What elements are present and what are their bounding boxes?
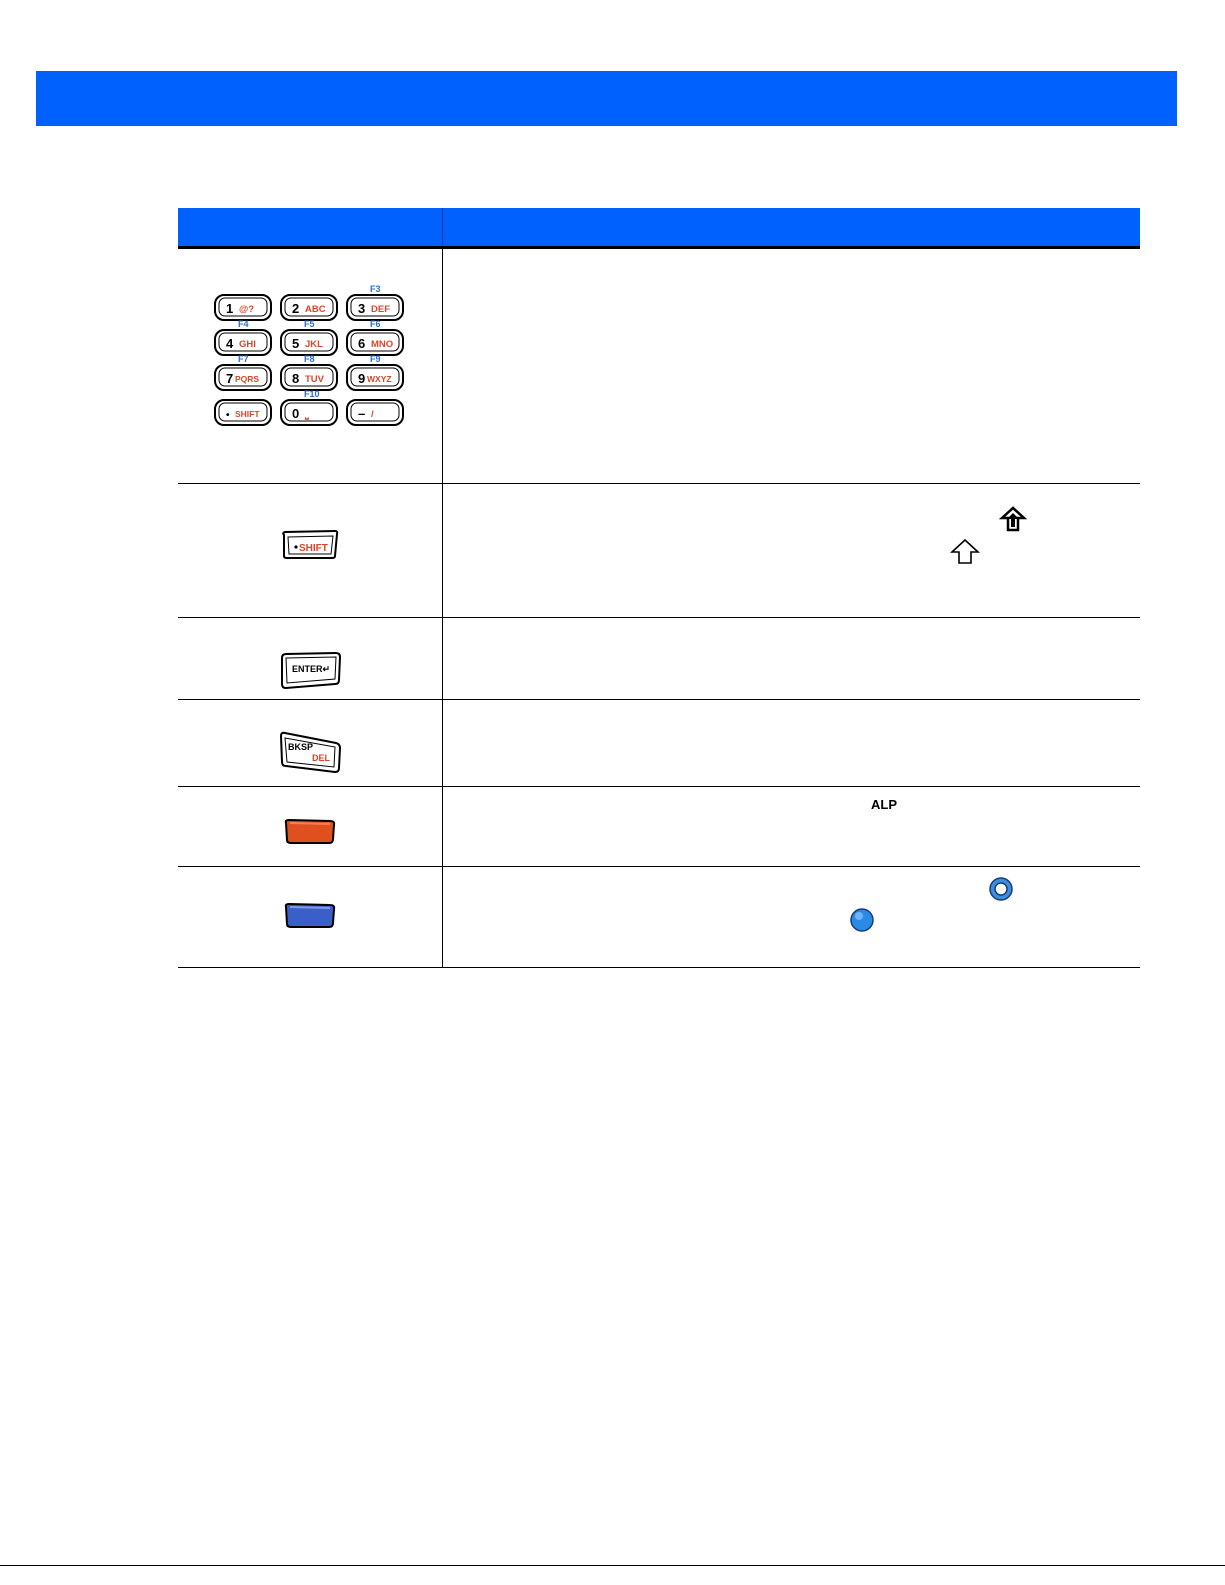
keypad-key-function-label: F6 — [370, 319, 381, 329]
function-indicators — [443, 867, 1140, 967]
keypad-key-function-label: F10 — [304, 389, 320, 399]
keypad-key-letters: @? — [239, 304, 255, 315]
keypad-key-12 — [347, 400, 403, 425]
keypad-key-letters: ⎵ — [305, 409, 309, 420]
function-locked-icon — [990, 878, 1012, 900]
keypad-key-number: – — [358, 406, 366, 421]
keypad-key-9 — [347, 354, 403, 390]
keypad-key-letters: ABC — [305, 304, 326, 315]
header-bar — [36, 71, 1177, 126]
description-cell — [443, 484, 1140, 617]
shift-indicators — [443, 484, 1140, 617]
function-on-icon — [851, 909, 873, 931]
keypad-key-function-label: F7 — [238, 354, 249, 364]
table-row-bksp — [178, 700, 1140, 787]
bksp-key-label: BKSP — [288, 742, 314, 752]
keypad-key-10 — [215, 400, 271, 425]
keypad-key-2 — [281, 295, 337, 320]
keypad-key-5 — [281, 319, 337, 355]
description-cell — [443, 618, 1140, 699]
keypad-key-letters: SHIFT — [235, 409, 260, 419]
key-cell — [178, 249, 443, 483]
orange-key-icon — [178, 787, 442, 866]
keypad-key-letters: PQRS — [235, 374, 260, 384]
keypad-key-4 — [215, 319, 271, 355]
key-cell — [178, 484, 443, 617]
table-row-keypad — [178, 249, 1140, 484]
shift-on-icon — [952, 540, 978, 563]
keypad-key-letters: / — [371, 409, 374, 420]
shift-locked-icon — [1002, 508, 1024, 530]
keypad-key-number: 9 — [358, 371, 366, 386]
keypad-key-letters: DEF — [371, 304, 390, 315]
keypad-key-function-label: F9 — [370, 354, 381, 364]
table-header — [178, 208, 1140, 249]
table-row-enter — [178, 618, 1140, 700]
del-key-label: DEL — [312, 753, 330, 763]
keypad-key-function-label: F3 — [370, 284, 381, 294]
keypad-key-7 — [215, 354, 271, 390]
description-cell — [443, 249, 1140, 483]
alp-indicator-label: ALP — [871, 797, 897, 812]
keypad-key-number: 2 — [292, 301, 300, 316]
keypad-key-number: • — [226, 410, 230, 421]
shift-key-label: SHIFT — [299, 543, 328, 554]
keypad-key-function-label: F4 — [238, 319, 249, 329]
keypad-key-number: 5 — [292, 336, 300, 351]
key-cell — [178, 867, 443, 967]
key-cell — [178, 618, 443, 699]
description-cell — [443, 700, 1140, 786]
blue-key-icon — [178, 867, 442, 967]
keypad-key-8 — [281, 354, 337, 390]
header-column-divider — [442, 208, 443, 246]
table-row-shift — [178, 484, 1140, 618]
description-cell — [443, 867, 1140, 967]
shift-key-icon — [178, 484, 442, 617]
keypad-key-letters: GHI — [239, 339, 256, 350]
keypad-key-letters: JKL — [305, 339, 323, 350]
keypad-key-6 — [347, 319, 403, 355]
keypad-key-3 — [347, 284, 403, 320]
keypad-key-number: 4 — [226, 336, 234, 351]
keypad-key-1 — [215, 295, 271, 320]
table-row-orange-key — [178, 787, 1140, 867]
keypad-key-function-label: F5 — [304, 319, 315, 329]
keypad-key-number: 0 — [292, 406, 300, 421]
keypad-key-number: 7 — [226, 371, 234, 386]
key-cell — [178, 787, 443, 866]
keypad-key-letters: WXYZ — [367, 374, 392, 384]
keypad-key-11 — [281, 389, 337, 425]
keypad-illustration — [178, 249, 442, 483]
keypad-key-function-label: F8 — [304, 354, 315, 364]
key-cell — [178, 700, 443, 786]
bksp-key-icon — [178, 700, 442, 786]
footer-rule — [0, 1565, 1225, 1566]
keypad-key-letters: MNO — [371, 339, 394, 350]
key-table — [178, 208, 1140, 968]
keypad-key-number: 3 — [358, 301, 366, 316]
description-cell — [443, 787, 1140, 866]
keypad-key-number: 1 — [226, 301, 234, 316]
enter-key-icon — [178, 618, 442, 699]
table-row-blue-key — [178, 867, 1140, 968]
keypad-key-number: 8 — [292, 371, 300, 386]
alpha-indicator — [443, 787, 1140, 866]
keypad-key-letters: TUV — [305, 374, 324, 385]
keypad-key-number: 6 — [358, 336, 366, 351]
enter-key-label: ENTER↵ — [292, 664, 331, 674]
